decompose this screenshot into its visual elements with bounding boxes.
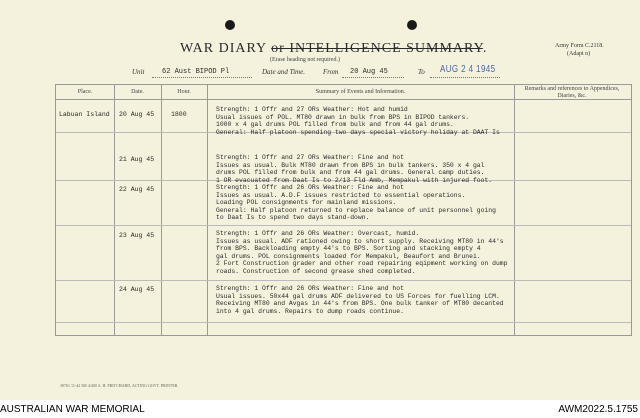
from-label: From	[323, 68, 339, 76]
summary-line: Strength: 1 Offr and 26 ORs Weather: Overcast, humid.	[216, 230, 420, 237]
footer-accession: AWM2022.5.1755	[558, 404, 638, 415]
punch-hole	[225, 20, 235, 30]
entry-date: 24 Aug 45	[119, 286, 155, 293]
summary-line: 2 Fort Construction grader and other road repairing eqipment working on dump	[216, 260, 508, 268]
entry-hour: 1800	[171, 111, 187, 118]
document-subtitle: (Erase heading not required.)	[270, 57, 340, 63]
unit-label: Unit	[132, 68, 145, 76]
summary-line: Strength: 1 Offr and 26 ORs Weather: Fine and hot	[216, 285, 404, 292]
entry-date: 21 Aug 45	[119, 156, 155, 163]
entry-date: 23 Aug 45	[119, 232, 155, 239]
unit-value: 62 Aust BIPOD Pl	[162, 68, 230, 76]
column-divider	[207, 85, 208, 335]
entry-summary	[216, 106, 500, 136]
row-divider	[56, 280, 631, 281]
summary-line: from BPS. Backloading empty 44's to BPS. Sorting and stacking empty 4	[216, 245, 481, 253]
summary-line: Usual issues. 50x44 gal drums ADF delivered to US Forces for fuelling LCM.	[216, 292, 500, 300]
to-underline	[430, 77, 500, 78]
punch-hole	[407, 20, 417, 30]
entry-date: 20 Aug 45	[119, 111, 155, 118]
summary-line: Receiving MT80 and Avgas in 44's from BPS. One bulk tanker of MT80 decanted	[216, 300, 504, 308]
document-title: WAR DIARY or INTELLIGENCE SUMMARY.	[180, 41, 488, 56]
summary-line: Strength: 1 Offr and 27 ORs Weather: Fine and hot	[216, 154, 404, 161]
from-value: 20 Aug 45	[350, 68, 388, 76]
summary-line: gal drums. POL consignments loaded for Mempakul, Beaufort and Brunei.	[216, 252, 481, 260]
summary-line: Strength: 1 Offr and 27 ORs Weather: Hot and humid	[216, 106, 408, 113]
entry-date: 22 Aug 45	[119, 186, 155, 193]
unit-underline	[152, 77, 252, 78]
footer-institution: AUSTRALIAN WAR MEMORIAL	[0, 404, 145, 415]
summary-line: Loading POL consignments for mainland missions.	[216, 199, 397, 207]
header-date: Date.	[131, 89, 144, 95]
summary-line: General: Half platoon returned to replace balance of unit personnel going	[216, 206, 496, 214]
summary-line: Issues as usual. Bulk MT80 drawn from BPS in bulk tankers. 350 x 4 gal	[216, 161, 485, 169]
form-line-1: Army Form C.2118.	[555, 43, 604, 49]
printer-imprint: 30761 11-42 3M 4/400 A. H. PRITCHARD, ACTING GOVT. PRINTER.	[60, 383, 179, 388]
entry-summary	[216, 184, 496, 222]
date-stamp: AUG 2 4 1945	[440, 64, 496, 75]
summary-line: 1 OR evacuated from Daat Is to 2/13 Fld Amb, Mempakul with injured foot.	[216, 176, 493, 184]
summary-line: Issues as usual. A.D.F issues restricted to essential operations.	[216, 191, 466, 199]
header-place: Place.	[77, 89, 93, 95]
summary-line: General: Half platoon spending two days special victory holiday at DAAT Is	[216, 128, 500, 136]
diary-table	[55, 84, 632, 336]
summary-line: Usual issues of POL. MT80 drawn in bulk from BPS in BIPOD tankers.	[216, 113, 470, 121]
row-divider	[56, 322, 631, 323]
header-remarks: Remarks and references to Appendices, Diaries, &c.	[524, 86, 620, 99]
header-hour: Hour.	[177, 89, 191, 95]
header-summary: Summary of Events and Information.	[315, 89, 406, 95]
summary-line: Issues as usual. ADF rationed owing to short supply. Receiving MT80 in 44's	[216, 237, 504, 245]
column-divider	[161, 85, 162, 335]
form-line-2: (Adapt n)	[567, 51, 591, 57]
column-divider	[114, 85, 115, 335]
row-divider	[56, 225, 631, 226]
summary-line: to Daat Is to spend two days stand-down.	[216, 214, 370, 222]
summary-line: Strength: 1 Offr and 26 ORs Weather: Fine and hot	[216, 184, 404, 191]
entry-summary	[216, 285, 504, 315]
title-struck: or INTELLIGENCE SUMMARY	[271, 41, 483, 56]
title-prefix: WAR DIARY	[180, 41, 267, 56]
summary-line: roads. Construction of second grease shed completed.	[216, 267, 416, 275]
entry-summary	[216, 230, 507, 276]
summary-line: drums POL filled from bulk and from 44 gal drums. General camp duties.	[216, 169, 485, 177]
summary-line: 1000 x 4 gal drums POL filled from bulk and from 44 gal drums.	[216, 121, 454, 129]
form-reference	[555, 42, 604, 58]
entry-summary	[216, 154, 492, 184]
datetime-label: Date and Time.	[262, 68, 305, 76]
from-underline	[342, 77, 404, 78]
column-divider	[514, 85, 515, 335]
summary-line: into 4 gal drums. Repairs to dump roads continue.	[216, 307, 404, 315]
entry-place: Labuan Island	[59, 111, 110, 118]
to-label: To	[418, 68, 425, 76]
